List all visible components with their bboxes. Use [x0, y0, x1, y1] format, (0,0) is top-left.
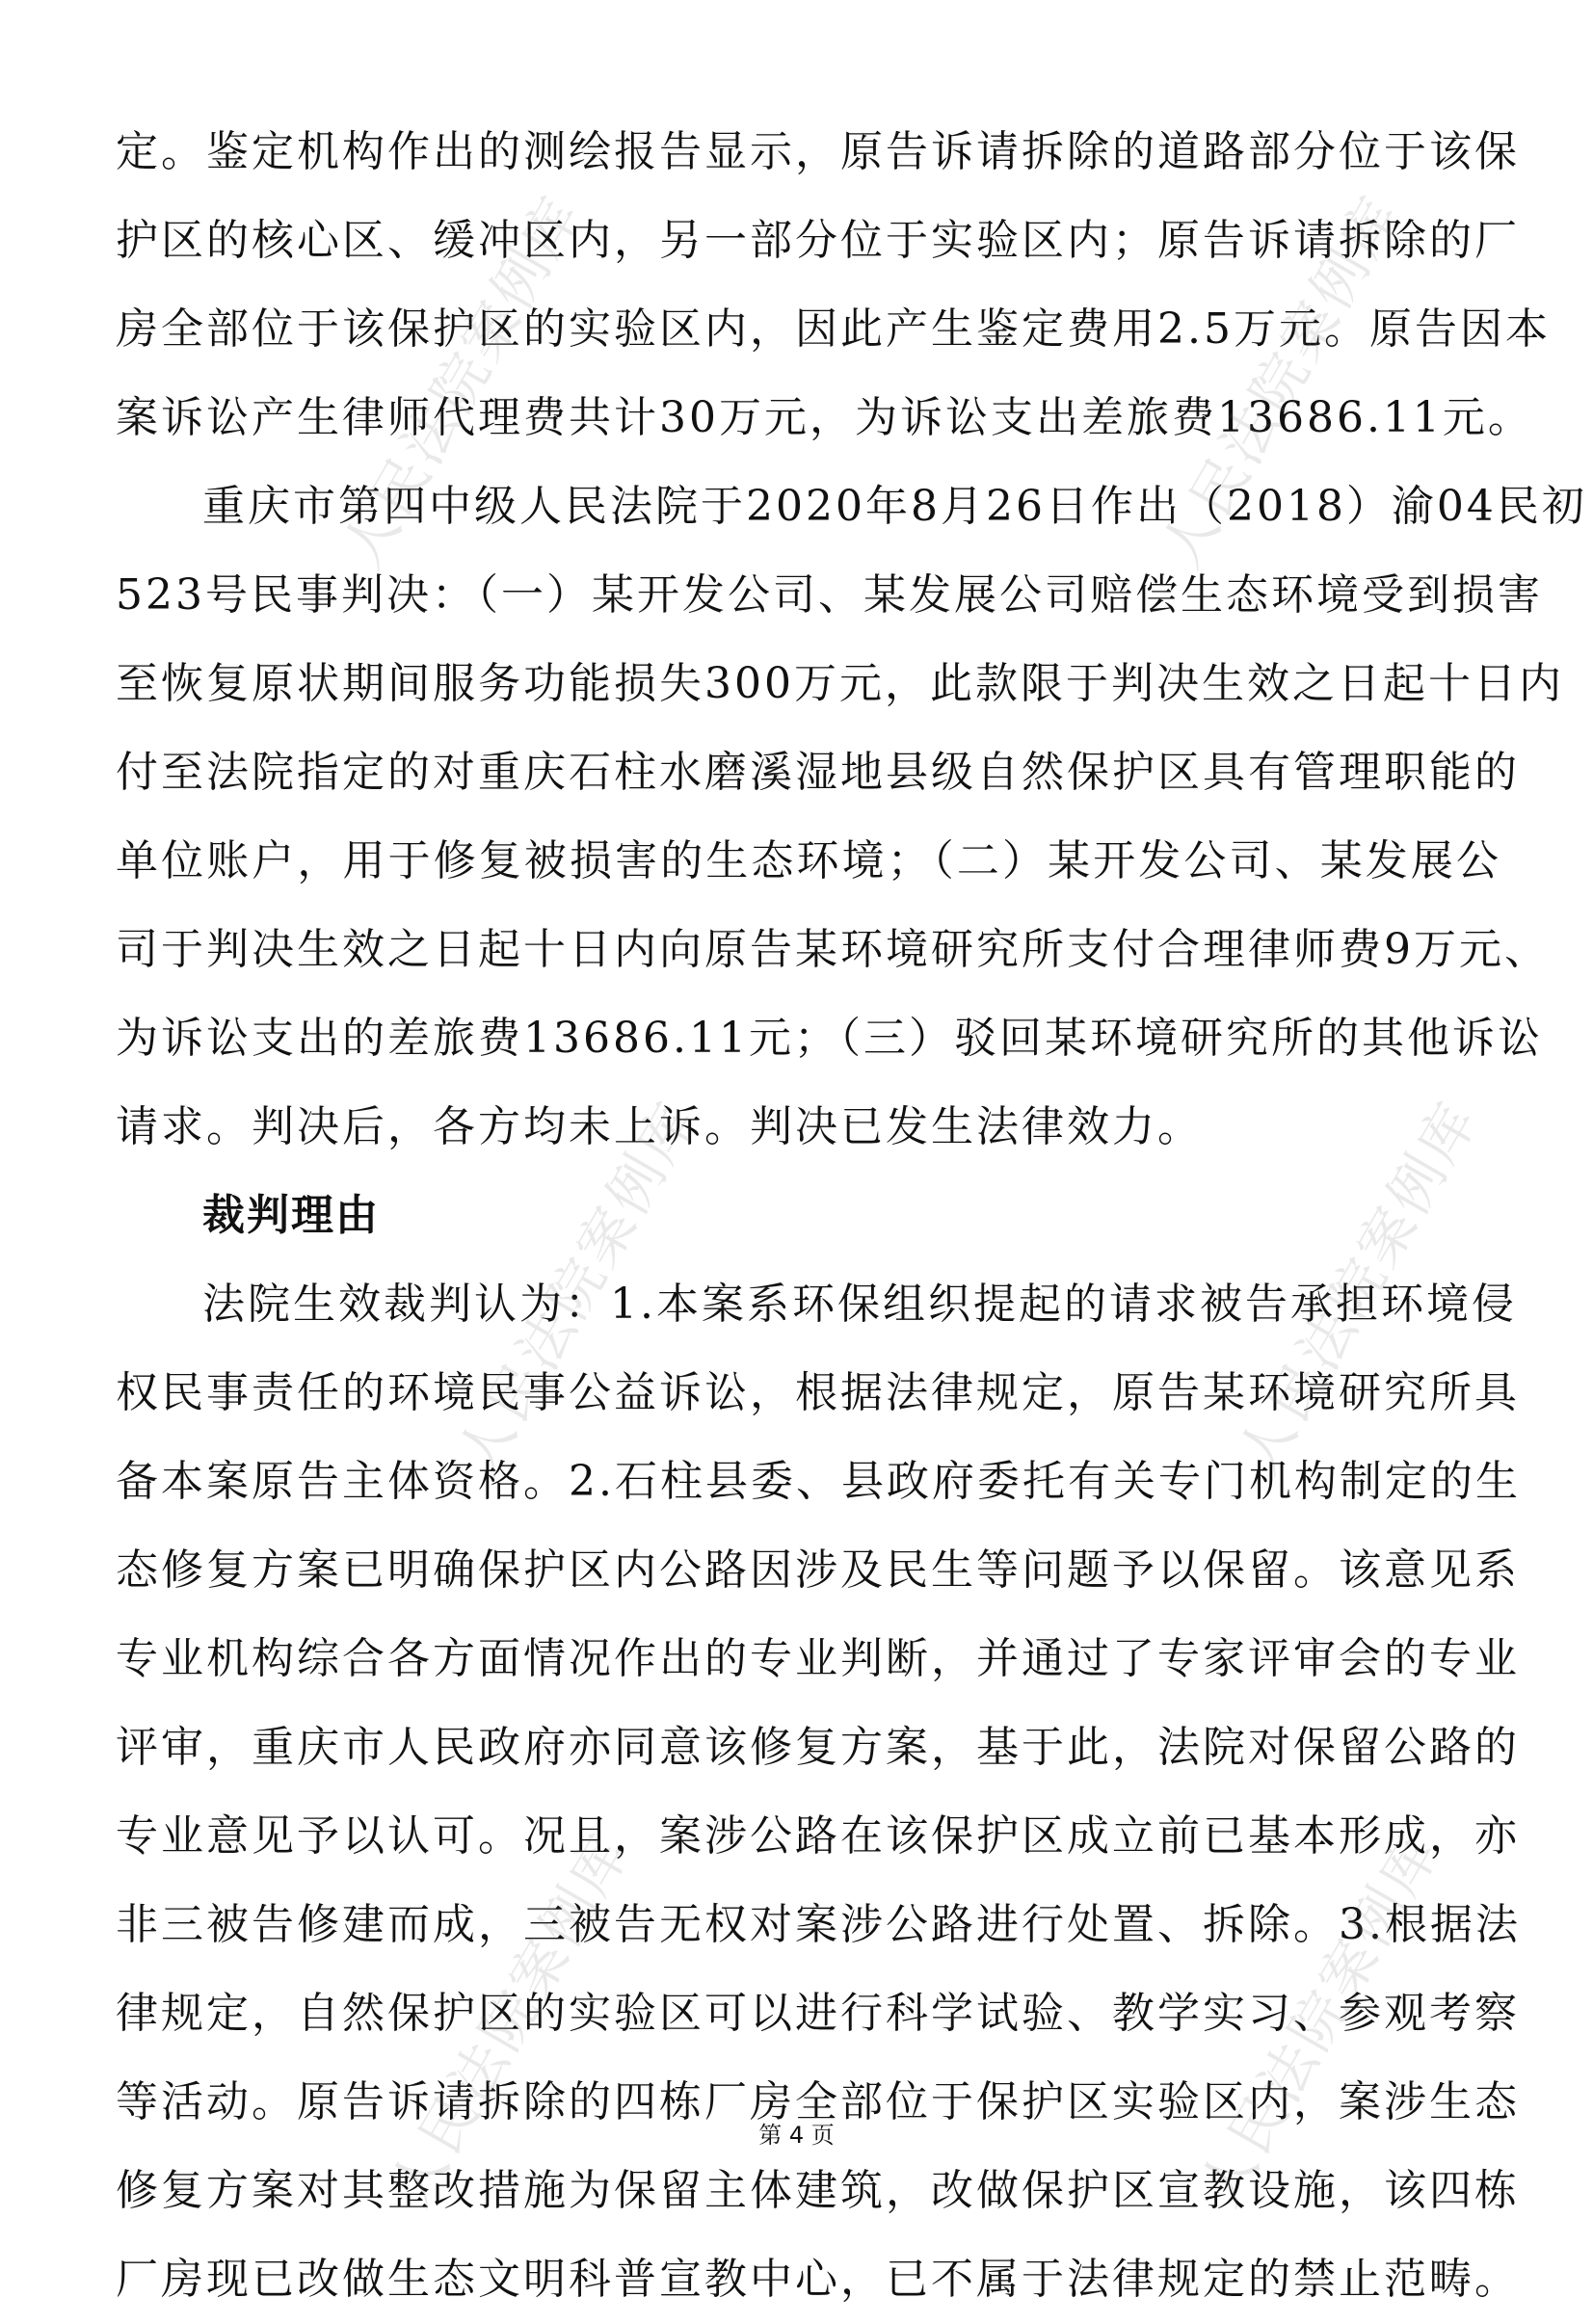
paragraph-line: 重庆市第四中级人民法院于2020年8月26日作出（2018）渝04民初 [202, 482, 1587, 531]
paragraph-line: 房全部位于该保护区的实验区内，因此产生鉴定费用2.5万元。原告因本 [116, 304, 1551, 354]
paragraph-line: 护区的核心区、缓冲区内，另一部分位于实验区内；原告诉请拆除的厂 [116, 216, 1520, 265]
paragraph-line: 备本案原告主体资格。2.石柱县委、县政府委托有关专门机构制定的生 [116, 1457, 1521, 1506]
paragraph-line: 非三被告修建而成，三被告无权对案涉公路进行处置、拆除。3.根据法 [116, 1900, 1521, 1949]
paragraph-line: 专业意见予以认可。况且，案涉公路在该保护区成立前已基本形成，亦 [116, 1811, 1520, 1861]
section-heading: 裁判理由 [202, 1191, 380, 1240]
watermark: 人民法院案例库 [1225, 1089, 1492, 1485]
paragraph-line: 为诉讼支出的差旅费13686.11元；（三）驳回某环境研究所的其他诉讼 [116, 1014, 1543, 1063]
paragraph-line: 态修复方案已明确保护区内公路因涉及民生等问题予以保留。该意见系 [116, 1545, 1520, 1595]
paragraph-line: 厂房现已改做生态文明科普宣教中心，已不属于法律规定的禁止范畴。 [116, 2255, 1520, 2304]
paragraph-line: 定。鉴定机构作出的测绘报告显示，原告诉请拆除的道路部分位于该保 [116, 127, 1520, 176]
watermark: 人民法院案例库 [329, 183, 596, 579]
watermark: 人民法院案例库 [1186, 1821, 1453, 2217]
paragraph-line: 评审，重庆市人民政府亦同意该修复方案，基于此，法院对保留公路的 [116, 1723, 1520, 1772]
paragraph-line: 523号民事判决：（一）某开发公司、某发展公司赔偿生态环境受到损害 [116, 570, 1543, 620]
paragraph-line: 案诉讼产生律师代理费共计30万元，为诉讼支出差旅费13686.11元。 [116, 393, 1533, 442]
watermark: 人民法院案例库 [444, 1089, 711, 1485]
document-body [116, 108, 1587, 2324]
paragraph-line: 律规定，自然保护区的实验区可以进行科学试验、教学实习、参观考察 [116, 1989, 1520, 2038]
paragraph-line: 法院生效裁判认为：1.本案系环保组织提起的请求被告承担环境侵 [202, 1280, 1517, 1329]
paragraph-line: 修复方案对其整改措施为保留主体建筑，改做保护区宣教设施，该四栋 [116, 2166, 1520, 2215]
paragraph-line: 专业机构综合各方面情况作出的专业判断，并通过了专家评审会的专业 [116, 1634, 1520, 1683]
watermark: 人民法院案例库 [1148, 183, 1415, 579]
page-number: 第 4 页 [758, 2122, 835, 2149]
paragraph-line: 等活动。原告诉请拆除的四栋厂房全部位于保护区实验区内，案涉生态 [116, 2077, 1520, 2126]
paragraph-line: 付至法院指定的对重庆石柱水磨溪湿地县级自然保护区具有管理职能的 [116, 748, 1520, 797]
paragraph-line: 权民事责任的环境民事公益诉讼，根据法律规定，原告某环境研究所具 [116, 1368, 1520, 1417]
paragraph-line: 请求。判决后，各方均未上诉。判决已发生法律效力。 [116, 1102, 1203, 1151]
paragraph-line: 司于判决生效之日起十日内向原告某环境研究所支付合理律师费9万元、 [116, 925, 1550, 974]
watermark: 人民法院案例库 [377, 1821, 644, 2217]
paragraph-line: 单位账户，用于修复被损害的生态环境；（二）某开发公司、某发展公 [116, 836, 1501, 885]
paragraph-line: 至恢复原状期间服务功能损失300万元，此款限于判决生效之日起十日内 [116, 659, 1564, 708]
